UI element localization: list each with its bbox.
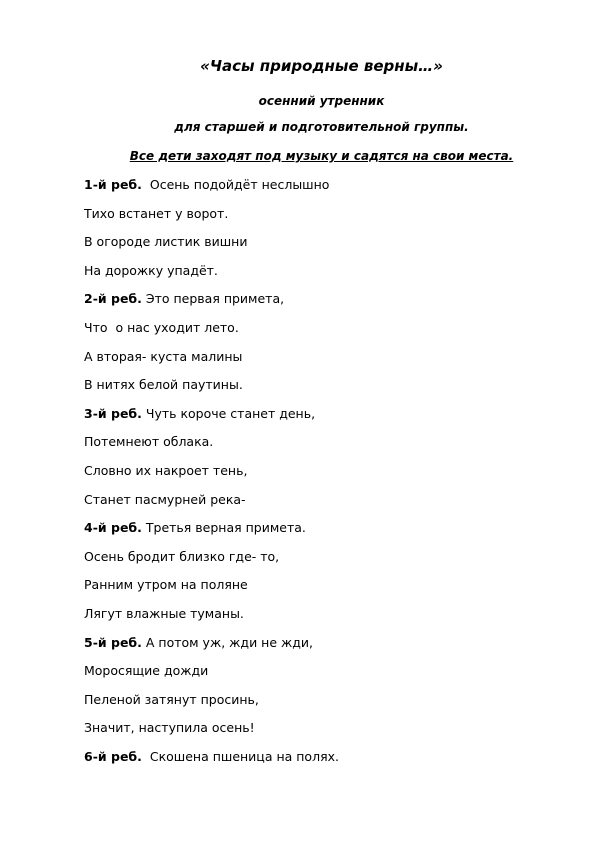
poem-line bbox=[84, 206, 554, 235]
line-text: Что о нас уходит лето. bbox=[84, 319, 239, 335]
speaker-label: 4-й реб. bbox=[84, 520, 142, 536]
poem-line bbox=[84, 635, 554, 664]
line-text: Словно их накроет тень, bbox=[84, 462, 248, 478]
speaker-label: 1-й реб. bbox=[84, 177, 142, 192]
line-text: Пеленой затянут просинь, bbox=[84, 691, 259, 707]
line-text: А потом уж, жди не жди, bbox=[141, 634, 313, 650]
poem-line bbox=[84, 577, 554, 606]
line-text: Это первая примета, bbox=[141, 291, 285, 307]
poem-line bbox=[84, 749, 554, 778]
poem-line bbox=[84, 549, 554, 578]
line-text: Осень подойдёт неслышно bbox=[141, 177, 330, 192]
poem-line bbox=[84, 291, 554, 320]
line-text: Моросящие дожди bbox=[84, 663, 209, 679]
poem-line bbox=[84, 177, 554, 206]
poem-line bbox=[84, 320, 554, 349]
line-text: Ранним утром на поляне bbox=[84, 577, 248, 593]
poem-line bbox=[84, 263, 554, 292]
poem-line bbox=[84, 349, 554, 378]
line-text: Скошена пшеница на полях. bbox=[141, 748, 339, 764]
poem-line bbox=[84, 663, 554, 692]
stage-direction: Все дети заходят под музыку и садятся на свои места. bbox=[129, 149, 514, 163]
poem-line bbox=[84, 692, 554, 721]
poem-line bbox=[84, 520, 554, 549]
poem-line bbox=[84, 434, 554, 463]
poem-line bbox=[84, 606, 554, 635]
line-text: Осень бродит близко где- то, bbox=[84, 548, 280, 564]
poem-line bbox=[84, 492, 554, 521]
line-text: Третья верная примета. bbox=[141, 520, 306, 536]
line-text: Чуть короче станет день, bbox=[141, 405, 316, 421]
line-text: На дорожку упадёт. bbox=[84, 262, 218, 278]
line-text: Станет пасмурней река- bbox=[84, 491, 246, 507]
line-text: Потемнеют облака. bbox=[84, 434, 214, 450]
line-text: В огороде листик вишни bbox=[84, 234, 248, 250]
poem-line bbox=[84, 463, 554, 492]
speaker-label: 6-й реб. bbox=[84, 748, 142, 764]
line-text: В нитях белой паутины. bbox=[84, 377, 243, 393]
line-text: Лягут влажные туманы. bbox=[84, 605, 244, 621]
speaker-label: 2-й реб. bbox=[84, 291, 142, 307]
poem-line bbox=[84, 377, 554, 406]
speaker-label: 3-й реб. bbox=[84, 405, 142, 421]
document-audience: для старшей и подготовительной группы. bbox=[174, 120, 469, 134]
poem-line bbox=[84, 234, 554, 263]
line-text: Тихо встанет у ворот. bbox=[84, 205, 229, 221]
line-text: Значит, наступила осень! bbox=[84, 720, 255, 736]
poem-line bbox=[84, 406, 554, 435]
document-title: «Часы природные верны…» bbox=[200, 57, 443, 75]
poem-line bbox=[84, 720, 554, 749]
speaker-label: 5-й реб. bbox=[84, 634, 142, 650]
poem-lines bbox=[84, 177, 554, 777]
document-subtitle: осенний утренник bbox=[258, 94, 385, 108]
line-text: А вторая- куста малины bbox=[84, 348, 243, 364]
